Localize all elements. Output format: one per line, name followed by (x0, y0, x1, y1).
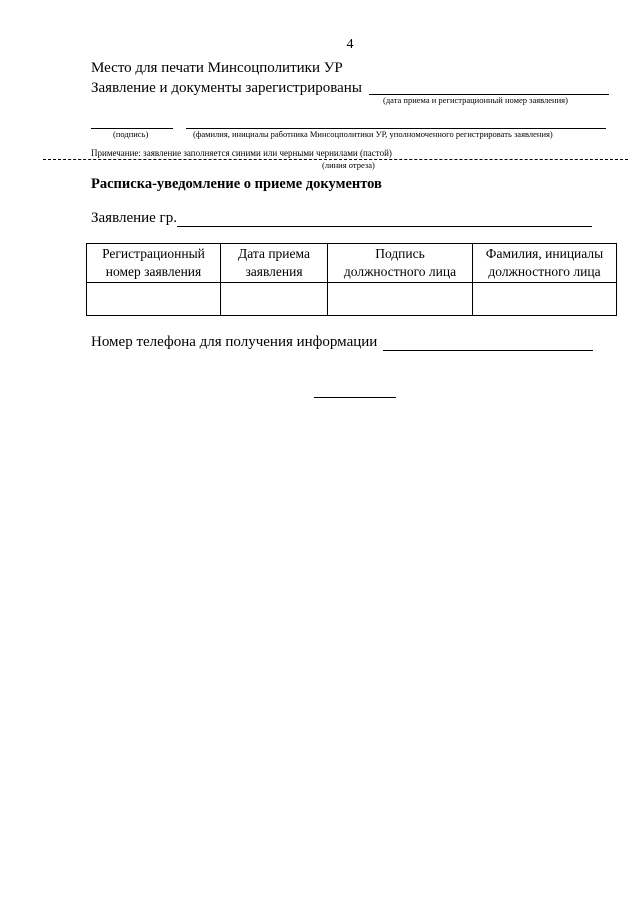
applicant-field-line (177, 226, 592, 227)
table-cell (221, 283, 328, 316)
end-mark-line (314, 397, 396, 398)
table-header-row (87, 244, 617, 283)
table-cell (328, 283, 473, 316)
phone-label: Номер телефона для получения информации (91, 334, 378, 350)
stamp-place-label: Место для печати Минсоцполитики УР (91, 60, 343, 76)
col-header-date (221, 244, 328, 283)
table-row (87, 283, 617, 316)
header-line: Дата приема (238, 246, 310, 261)
header-line: номер заявления (105, 264, 202, 279)
registered-label: Заявление и документы зарегистрированы (91, 80, 362, 96)
applicant-label: Заявление гр. (91, 210, 177, 226)
table-cell (87, 283, 221, 316)
table-cell (473, 283, 617, 316)
cut-line-caption: (линия отреза) (322, 160, 375, 170)
note-text: Примечание: заявление заполняется синими или черными чернилами (пастой) (91, 148, 392, 158)
date-regnum-caption: (дата приема и регистрационный номер заявления) (383, 95, 568, 105)
phone-field-line (383, 350, 593, 351)
receipt-title: Расписка-уведомление о приеме документов (91, 176, 382, 192)
employee-caption: (фамилия, инициалы работника Минсоцполитики УР, уполномоченного регистрировать заявления) (193, 129, 553, 139)
header-line: должностного лица (343, 264, 457, 279)
col-header-signature (328, 244, 473, 283)
page-number: 4 (346, 37, 354, 52)
header-line: Подпись (375, 246, 425, 261)
header-line: заявления (245, 264, 303, 279)
header-line: Фамилия, инициалы (485, 246, 604, 261)
col-header-reg-number (87, 244, 221, 283)
signature-caption: (подпись) (113, 129, 149, 139)
receipt-table (86, 243, 617, 316)
col-header-official-name (473, 244, 617, 283)
header-line: Регистрационный (102, 246, 205, 261)
header-line: должностного лица (488, 264, 601, 279)
